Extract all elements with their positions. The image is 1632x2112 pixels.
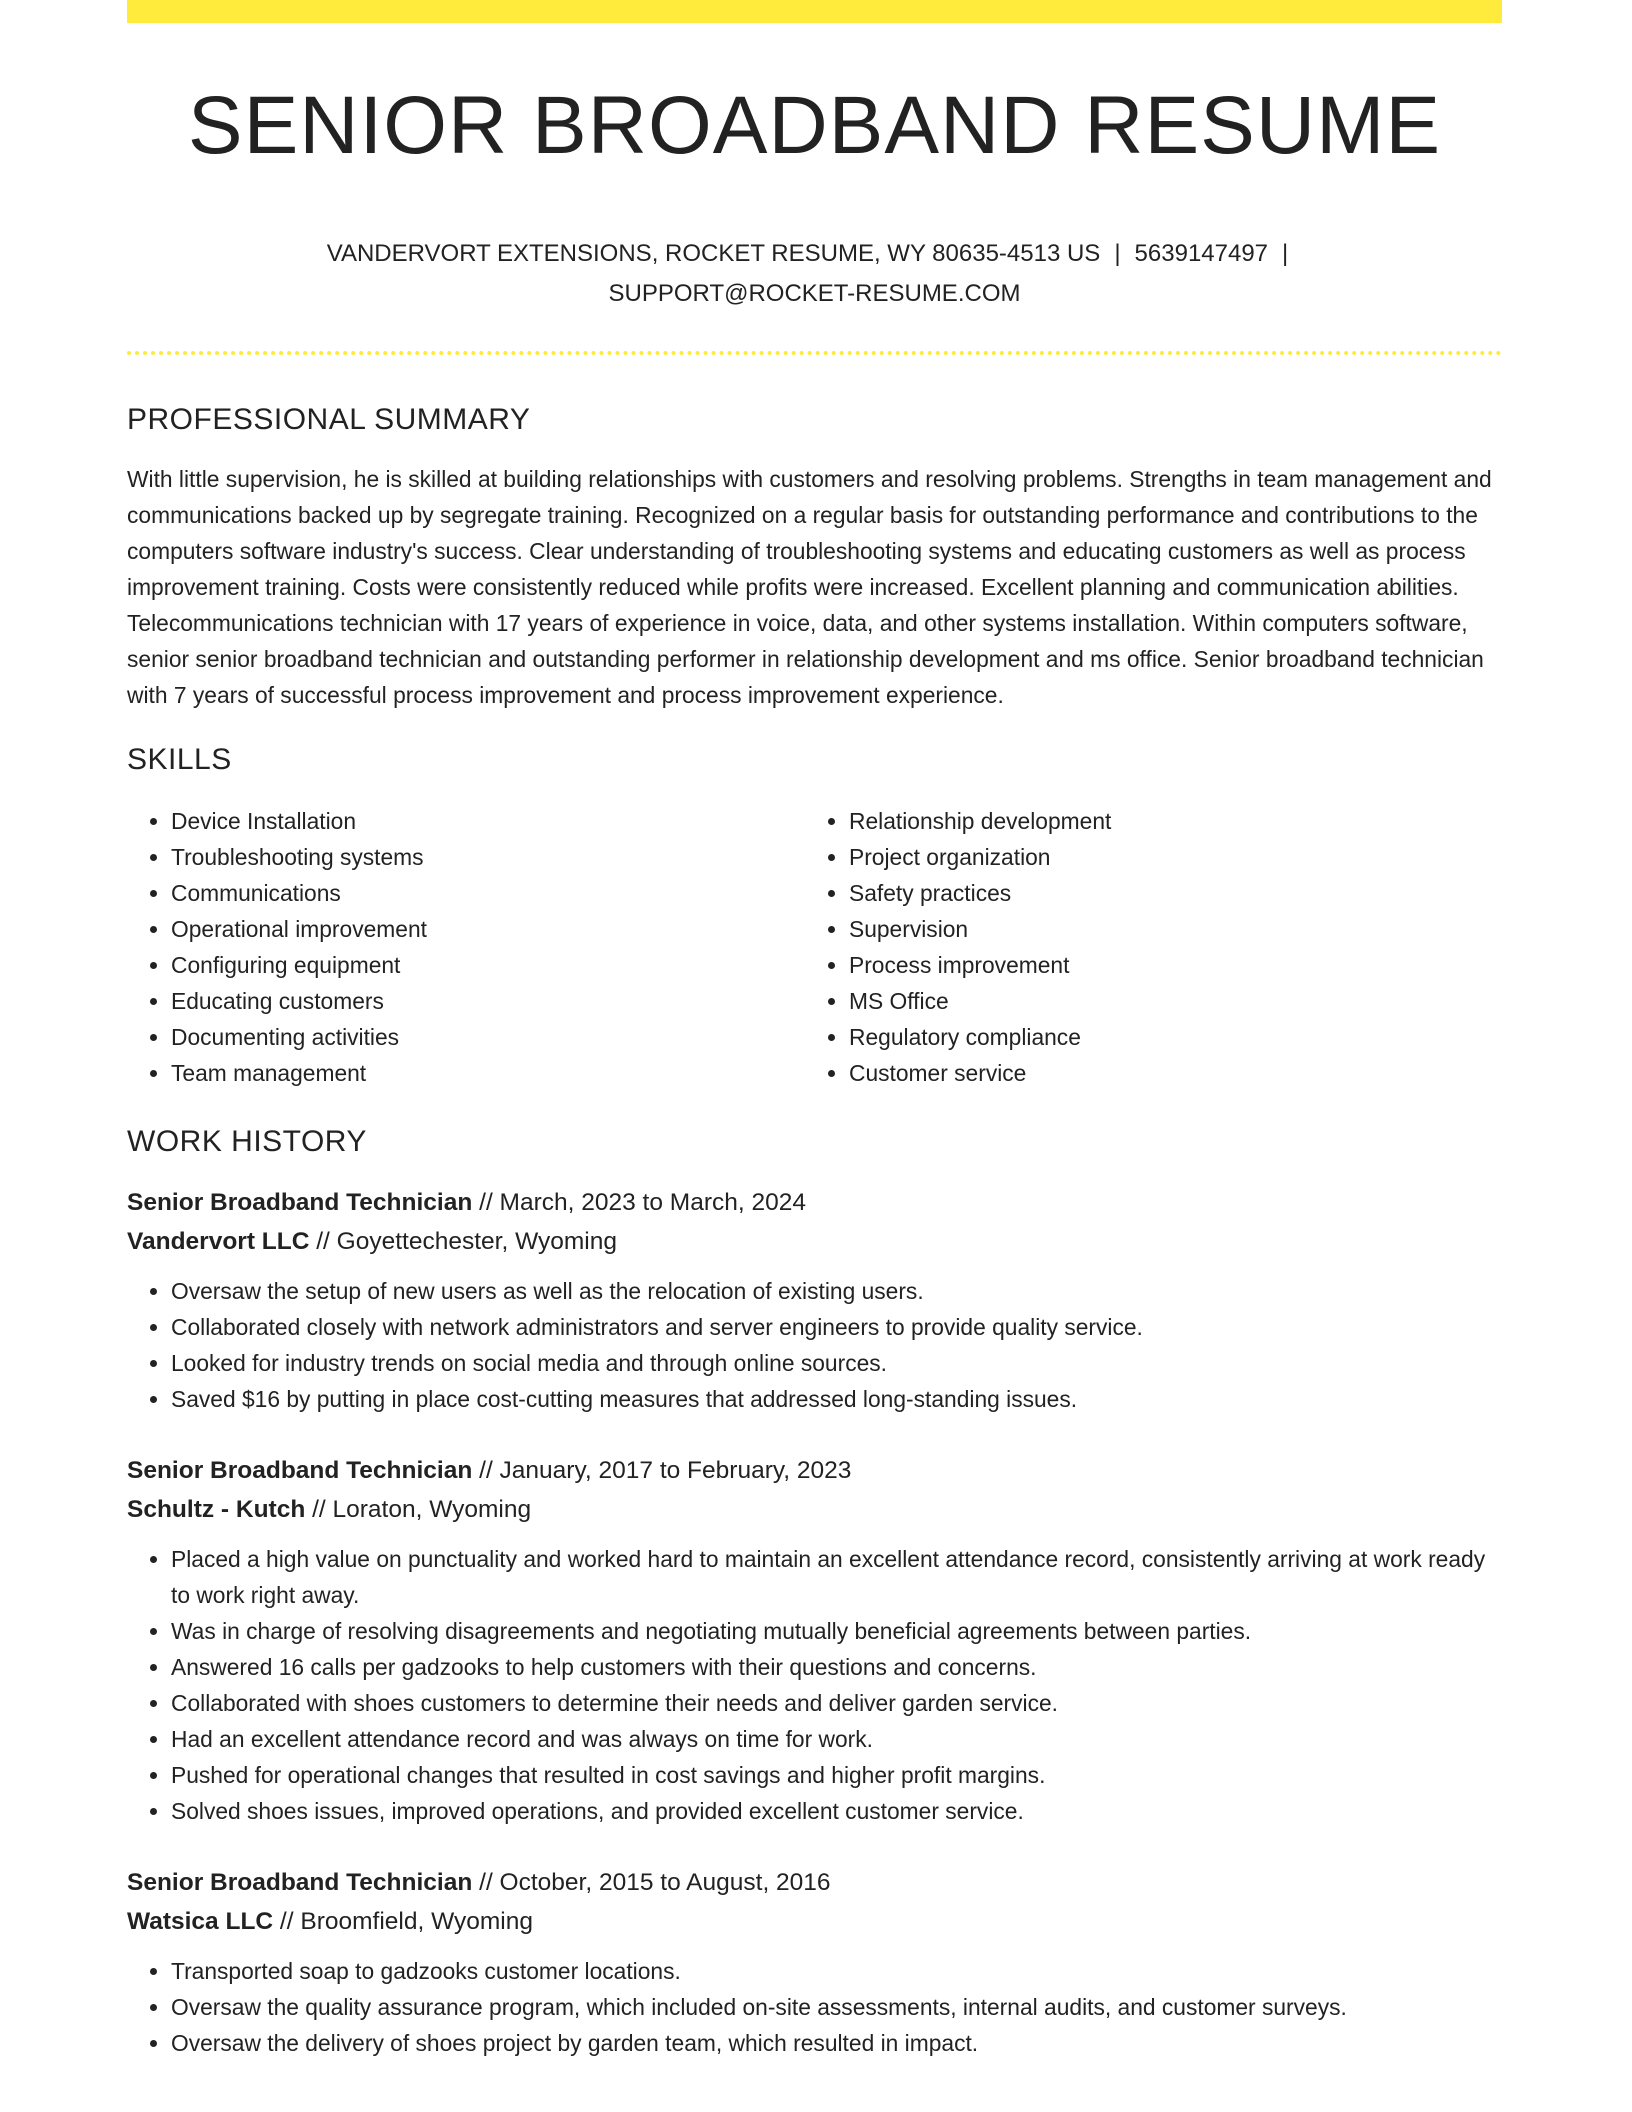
skill-item: • Process improvement [849, 947, 1489, 983]
skill-item: • Safety practices [849, 875, 1489, 911]
job-bullet: • Answered 16 calls per gadzooks to help customers with their questions and concerns. [171, 1649, 1502, 1685]
job-location: // Goyettechester, Wyoming [309, 1228, 617, 1255]
skill-item: • MS Office [849, 983, 1489, 1019]
job-bullet: • Saved $16 by putting in place cost-cutting measures that addressed long-standing issues. [171, 1381, 1502, 1417]
skill-item: • Documenting activities [171, 1019, 805, 1055]
job-bullet: • Pushed for operational changes that resulted in cost savings and higher profit margins. [171, 1757, 1502, 1793]
job-bullet: • Transported soap to gadzooks customer locations. [171, 1953, 1502, 1989]
job-bullet: • Collaborated with shoes customers to determine their needs and deliver garden service. [171, 1685, 1502, 1721]
skill-item: • Device Installation [171, 803, 805, 839]
summary-text: With little supervision, he is skilled at building relationships with customers and resolving problems. Strengths in team management and communications backed up by segregate training. Recognized on a regular basis for outstanding performance and contributions to the computers software industry's success. Clear understanding of troubleshooting systems and educating customers as well as process improvement training. Costs were consistently reduced while profits were increased. Excellent planning and communication abilities. Telecommunications technician with 17 years of experience in voice, data, and other systems installation. Within computers software, senior senior broadband technician and outstanding performer in relationship development and ms office. Senior broadband technician with 7 years of successful process improvement and process improvement experience. [127, 466, 1492, 708]
job-entry [127, 1863, 1502, 2061]
job-bullet: • Looked for industry trends on social media and through online sources. [171, 1345, 1502, 1381]
contact-phone: 5639147497 [1134, 240, 1269, 267]
contact-separator: | [1114, 240, 1121, 267]
header-divider [127, 351, 1502, 355]
skill-item: • Relationship development [849, 803, 1489, 839]
skill-item: • Supervision [849, 911, 1489, 947]
job-role-line [127, 1863, 1502, 1902]
job-role: Senior Broadband Technician [127, 1869, 473, 1896]
job-dates: // October, 2015 to August, 2016 [472, 1869, 831, 1896]
job-location: // Broomfield, Wyoming [273, 1908, 533, 1935]
skill-item: • Configuring equipment [171, 947, 805, 983]
skills-column-right [805, 803, 1489, 1091]
summary-heading: PROFESSIONAL SUMMARY [127, 403, 531, 436]
contact-email[interactable]: SUPPORT@ROCKET-RESUME.COM [608, 280, 1021, 307]
skill-item: • Communications [171, 875, 805, 911]
job-location: // Loraton, Wyoming [305, 1496, 532, 1523]
job-entry [127, 1451, 1502, 1829]
resume-page [127, 0, 1502, 2061]
job-bullet: • Collaborated closely with network administrators and server engineers to provide quality service. [171, 1309, 1502, 1345]
job-role: Senior Broadband Technician [127, 1189, 473, 1216]
skills-column-left [127, 803, 805, 1091]
job-company: Watsica LLC [127, 1908, 274, 1935]
job-bullet: • Oversaw the delivery of shoes project by garden team, which resulted in impact. [171, 2025, 1502, 2061]
skills-heading: SKILLS [127, 743, 232, 776]
job-company: Schultz - Kutch [127, 1496, 306, 1523]
job-bullets [127, 1273, 1502, 1417]
skill-item: • Operational improvement [171, 911, 805, 947]
job-bullet: • Oversaw the setup of new users as well as the relocation of existing users. [171, 1273, 1502, 1309]
skill-item: • Project organization [849, 839, 1489, 875]
skills-list [127, 803, 1502, 1091]
job-bullet: • Placed a high value on punctuality and worked hard to maintain an excellent attendance record, consistently arriving at work ready to work right away. [171, 1541, 1502, 1613]
job-bullets [127, 1953, 1502, 2061]
job-bullet: • Was in charge of resolving disagreements and negotiating mutually beneficial agreements between parties. [171, 1613, 1502, 1649]
job-role-line [127, 1451, 1502, 1490]
skill-item: • Troubleshooting systems [171, 839, 805, 875]
skill-item: • Team management [171, 1055, 805, 1091]
work-history-heading: WORK HISTORY [127, 1125, 367, 1158]
job-company-line [127, 1902, 1502, 1941]
job-role-line [127, 1183, 1502, 1222]
job-bullets [127, 1541, 1502, 1829]
resume-title: SENIOR BROADBAND RESUME [187, 80, 1442, 171]
job-bullet: • Solved shoes issues, improved operations, and provided excellent customer service. [171, 1793, 1502, 1829]
skill-item: • Educating customers [171, 983, 805, 1019]
job-company-line [127, 1222, 1502, 1261]
top-accent-bar [127, 0, 1502, 23]
skill-item: • Customer service [849, 1055, 1489, 1091]
job-company: Vandervort LLC [127, 1228, 310, 1255]
job-company-line [127, 1490, 1502, 1529]
contact-info [265, 234, 1365, 314]
job-bullet: • Had an excellent attendance record and was always on time for work. [171, 1721, 1502, 1757]
job-bullet: • Oversaw the quality assurance program, which included on-site assessments, internal audits, and customer surveys. [171, 1989, 1502, 2025]
contact-separator: | [1282, 240, 1289, 267]
job-entry [127, 1183, 1502, 1417]
job-dates: // March, 2023 to March, 2024 [472, 1189, 806, 1216]
job-role: Senior Broadband Technician [127, 1457, 473, 1484]
job-dates: // January, 2017 to February, 2023 [472, 1457, 852, 1484]
skill-item: • Regulatory compliance [849, 1019, 1489, 1055]
contact-address: VANDERVORT EXTENSIONS, ROCKET RESUME, WY 80635-4513 US [326, 240, 1101, 267]
